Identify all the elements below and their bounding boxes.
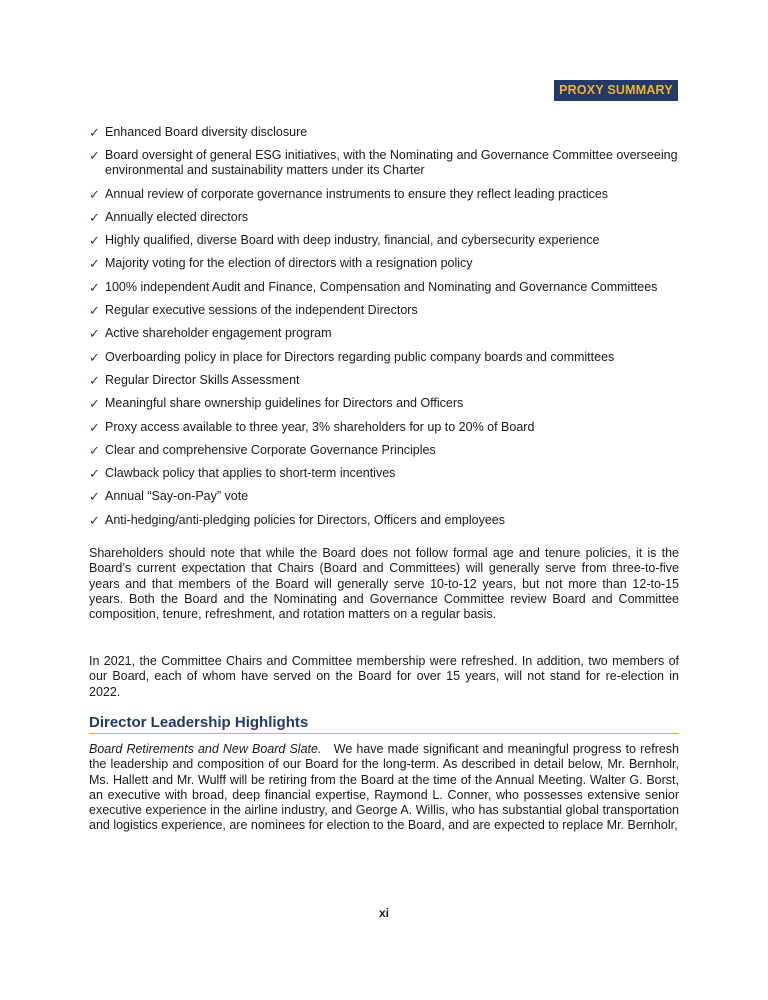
lead-in-phrase: Board Retirements and New Board Slate. xyxy=(89,742,322,756)
checkmark-icon: ✓ xyxy=(89,466,100,482)
list-item xyxy=(89,489,689,504)
checkmark-icon: ✓ xyxy=(89,186,100,202)
checkmark-icon: ✓ xyxy=(89,396,100,412)
list-item-text: Meaningful share ownership guidelines for Directors and Officers xyxy=(105,396,464,411)
checkmark-icon: ✓ xyxy=(89,372,100,388)
list-item-text: Clawback policy that applies to short-term incentives xyxy=(105,466,396,481)
list-item-text: Clear and comprehensive Corporate Governance Principles xyxy=(105,442,436,457)
page-number: xi xyxy=(378,906,389,920)
list-item-text: Board oversight of general ESG initiatives, with the Nominating and Governance Committee overseeing environmental and sustainability matters under its Charter xyxy=(105,148,678,178)
checkmark-icon: ✓ xyxy=(89,303,100,319)
list-item xyxy=(89,373,689,388)
proxy-summary-banner: PROXY SUMMARY xyxy=(554,80,678,101)
list-item xyxy=(89,326,689,341)
checkmark-icon: ✓ xyxy=(89,148,100,164)
list-item xyxy=(89,256,689,271)
checkmark-icon: ✓ xyxy=(89,512,100,528)
tenure-paragraph: Shareholders should note that while the Board does not follow formal age and tenure policies, it is the Board’s current expectation that Chairs (Board and Committees) will generally serve from three-to-five years and that members of the Board will generally serve 10-to-12 years, but not more than 12-to-15 years. Both the Board and the Nominating and Governance Committee review Board and Committee composition, tenure, refreshment, and rotation matters on a regular basis. xyxy=(89,546,679,622)
list-item xyxy=(89,187,689,202)
list-item xyxy=(89,280,689,295)
list-item xyxy=(89,466,689,481)
governance-checklist xyxy=(89,125,689,536)
list-item xyxy=(89,233,689,248)
list-item-text: Annually elected directors xyxy=(105,209,249,224)
list-item-text: Overboarding policy in place for Directors regarding public company boards and committees xyxy=(105,349,615,364)
checkmark-icon: ✓ xyxy=(89,419,100,435)
list-item xyxy=(89,350,689,365)
list-item-text: Anti-hedging/anti-pledging policies for Directors, Officers and employees xyxy=(105,512,505,527)
checkmark-icon: ✓ xyxy=(89,256,100,272)
list-item xyxy=(89,443,689,458)
list-item-text: Majority voting for the election of directors with a resignation policy xyxy=(105,256,473,271)
list-item-text: Highly qualified, diverse Board with deep industry, financial, and cybersecurity experience xyxy=(105,233,600,248)
list-item-text: 100% independent Audit and Finance, Compensation and Nominating and Governance Committees xyxy=(105,279,658,294)
checkmark-icon: ✓ xyxy=(89,279,100,295)
board-retirements-body: We have made significant and meaningful progress to refresh the leadership and composition of our Board for the long-term. As described in detail below, Mr. Bernholr, Ms. Hallett and Mr. Wulff will be retiring from the Board at the time of the Annual Meeting. Walter G. Borst, an executive with broad, deep financial expertise, Raymond L. Conner, who possesses extensive senior executive experience in the airline industry, and George A. Willis, who has substantial global transportation and logistics experience, are nominees for election to the Board, and are expected to replace Mr. Bernholr, xyxy=(89,742,680,833)
checkmark-icon: ✓ xyxy=(89,209,100,225)
list-item-text: Regular Director Skills Assessment xyxy=(105,372,300,387)
checkmark-icon: ✓ xyxy=(89,125,100,140)
checkmark-icon: ✓ xyxy=(89,349,100,365)
list-item-text: Enhanced Board diversity disclosure xyxy=(105,125,308,139)
list-item-text: Regular executive sessions of the independent Directors xyxy=(105,303,418,318)
list-item xyxy=(89,303,689,318)
checkmark-icon: ✓ xyxy=(89,233,100,249)
list-item-text: Annual “Say-on-Pay” vote xyxy=(105,489,249,504)
section-heading: Director Leadership Highlights xyxy=(89,714,679,734)
list-item xyxy=(89,210,689,225)
checkmark-icon: ✓ xyxy=(89,442,100,458)
list-item-text: Annual review of corporate governance instruments to ensure they reflect leading practices xyxy=(105,186,609,201)
list-item xyxy=(89,396,689,411)
list-item xyxy=(89,125,689,140)
list-item xyxy=(89,148,689,178)
list-item-text: Active shareholder engagement program xyxy=(105,326,332,341)
board-retirements-paragraph xyxy=(89,742,679,834)
checkmark-icon: ✓ xyxy=(89,489,100,505)
list-item xyxy=(89,513,689,528)
list-item-text: Proxy access available to three year, 3% shareholders for up to 20% of Board xyxy=(105,419,535,434)
checkmark-icon: ✓ xyxy=(89,326,100,342)
refresh-2021-paragraph: In 2021, the Committee Chairs and Committee membership were refreshed. In addition, two members of our Board, each of whom have served on the Board for over 15 years, will not stand for re-election in 2022. xyxy=(89,654,679,699)
list-item xyxy=(89,420,689,435)
